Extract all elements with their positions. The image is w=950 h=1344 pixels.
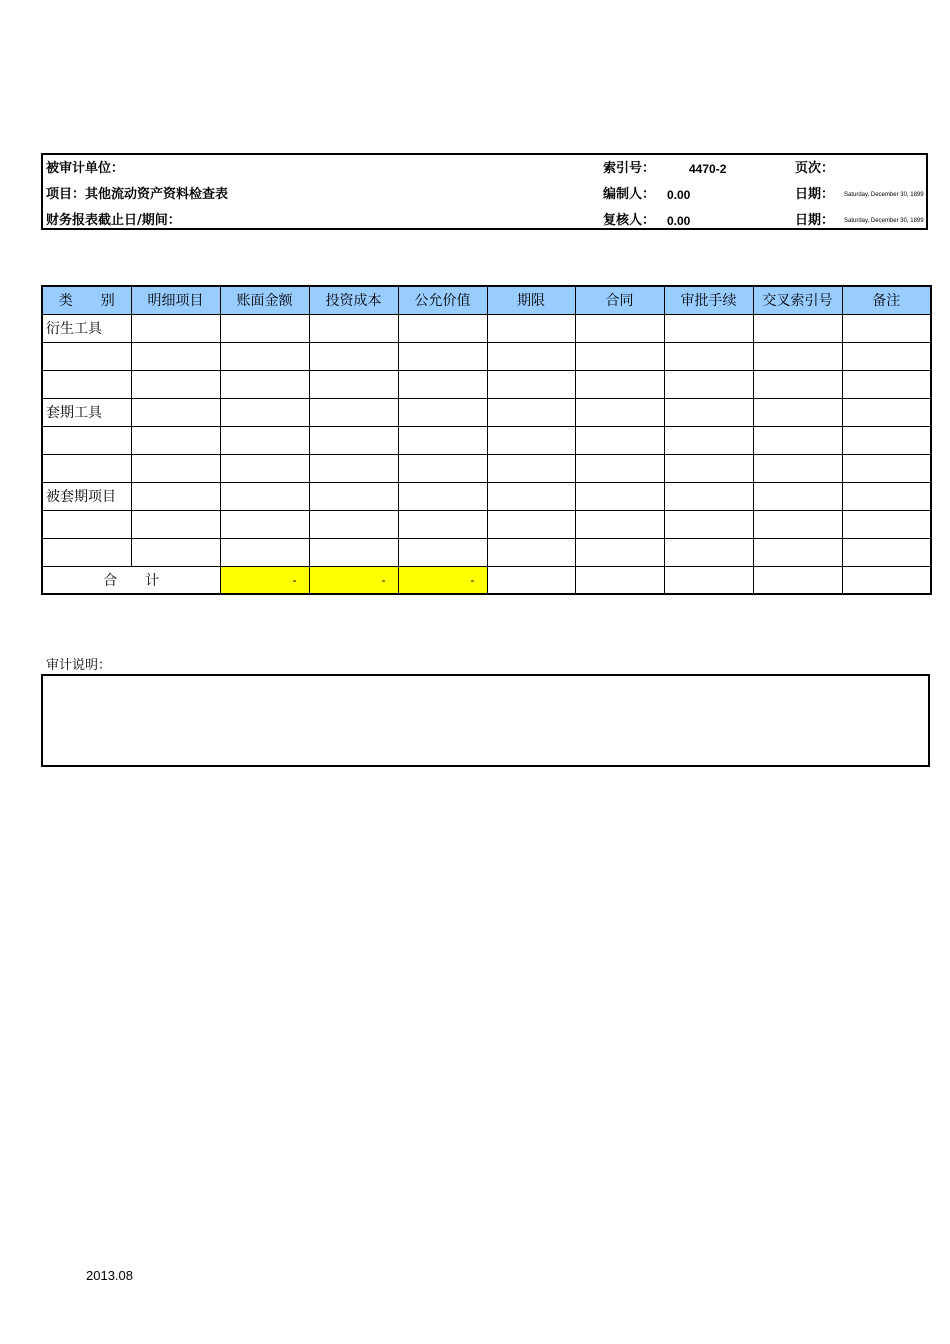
index-label: 索引号：	[603, 161, 656, 176]
table-cell[interactable]	[131, 510, 220, 538]
table-cell[interactable]	[398, 510, 487, 538]
col-category: 类 别	[42, 286, 131, 314]
col-term: 期限	[487, 286, 575, 314]
table-cell[interactable]	[42, 510, 131, 538]
table-cell[interactable]	[487, 342, 575, 370]
category-hedging-instruments: 套期工具	[42, 398, 131, 426]
table-cell[interactable]	[753, 398, 842, 426]
table-cell[interactable]	[42, 538, 131, 566]
table-cell[interactable]	[131, 342, 220, 370]
col-approval: 审批手续	[664, 286, 753, 314]
table-cell[interactable]	[575, 426, 664, 454]
table-cell[interactable]	[575, 398, 664, 426]
table-cell[interactable]	[664, 566, 753, 594]
table-cell[interactable]	[220, 314, 309, 342]
category-derivatives: 衍生工具	[42, 314, 131, 342]
index-value: 4470-2	[689, 162, 727, 176]
col-contract: 合同	[575, 286, 664, 314]
table-row	[42, 454, 931, 482]
preparer-label: 编制人：	[603, 187, 656, 202]
total-label: 合 计	[42, 566, 220, 594]
table-cell[interactable]	[753, 538, 842, 566]
table-cell[interactable]	[42, 342, 131, 370]
header-row-2	[43, 182, 926, 208]
table-cell[interactable]	[398, 370, 487, 398]
table-cell[interactable]	[842, 370, 931, 398]
table-cell[interactable]	[131, 538, 220, 566]
table-cell[interactable]	[220, 482, 309, 510]
table-header-row	[42, 286, 931, 314]
table-cell[interactable]	[220, 454, 309, 482]
table-cell[interactable]	[842, 426, 931, 454]
table-row	[42, 314, 931, 342]
table-cell[interactable]	[487, 538, 575, 566]
header-row-1	[43, 156, 926, 182]
period-label: 财务报表截止日/期间：	[46, 213, 181, 228]
table-cell[interactable]	[309, 454, 398, 482]
category-hedged-items: 被套期项目	[42, 482, 131, 510]
table-cell[interactable]	[487, 426, 575, 454]
table-cell[interactable]	[575, 370, 664, 398]
table-cell[interactable]	[575, 538, 664, 566]
table-cell[interactable]	[309, 426, 398, 454]
table-cell[interactable]	[487, 510, 575, 538]
table-cell[interactable]	[42, 370, 131, 398]
table-cell[interactable]	[398, 426, 487, 454]
table-cell[interactable]	[842, 342, 931, 370]
table-cell[interactable]	[131, 370, 220, 398]
table-cell[interactable]	[220, 426, 309, 454]
audited-unit-label: 被审计单位：	[46, 161, 125, 176]
table-cell[interactable]	[842, 510, 931, 538]
table-cell[interactable]	[398, 342, 487, 370]
table-cell[interactable]	[575, 566, 664, 594]
table-cell[interactable]	[131, 482, 220, 510]
table-cell[interactable]	[220, 538, 309, 566]
header-info-box	[41, 153, 928, 230]
table-cell[interactable]	[753, 566, 842, 594]
footer-version: 2013.08	[86, 1268, 133, 1283]
date-label-1: 日期：	[795, 187, 835, 202]
table-cell[interactable]	[753, 510, 842, 538]
table-cell[interactable]	[842, 398, 931, 426]
table-cell[interactable]	[309, 538, 398, 566]
table-cell[interactable]	[664, 454, 753, 482]
table-cell[interactable]	[309, 398, 398, 426]
reviewer-value: 0.00	[667, 214, 691, 228]
table-cell[interactable]	[398, 314, 487, 342]
table-cell[interactable]	[487, 314, 575, 342]
page-label: 页次：	[795, 161, 835, 176]
col-remarks: 备注	[842, 286, 931, 314]
table-cell[interactable]	[664, 314, 753, 342]
audit-notes-label: 审计说明：	[46, 658, 112, 673]
date-label-2: 日期：	[795, 213, 835, 228]
table-cell[interactable]	[753, 426, 842, 454]
table-cell[interactable]	[487, 482, 575, 510]
total-row	[42, 566, 931, 594]
table-cell[interactable]	[309, 342, 398, 370]
col-book-amount: 账面金额	[220, 286, 309, 314]
table-cell[interactable]	[487, 454, 575, 482]
col-fair-value: 公允价值	[398, 286, 487, 314]
table-cell[interactable]	[575, 510, 664, 538]
table-cell[interactable]	[131, 426, 220, 454]
table-cell[interactable]	[398, 454, 487, 482]
table-cell[interactable]	[575, 314, 664, 342]
date-value-1: Saturday, December 30, 1899	[844, 192, 924, 198]
table-cell[interactable]	[220, 510, 309, 538]
table-cell[interactable]	[131, 314, 220, 342]
table-cell[interactable]	[664, 482, 753, 510]
table-cell[interactable]	[220, 370, 309, 398]
table-cell[interactable]	[398, 482, 487, 510]
table-row	[42, 370, 931, 398]
total-investment-cost: -	[309, 566, 398, 594]
table-cell[interactable]	[398, 538, 487, 566]
total-fair-value: -	[398, 566, 487, 594]
table-cell[interactable]	[753, 314, 842, 342]
table-cell[interactable]	[309, 314, 398, 342]
table-cell[interactable]	[575, 454, 664, 482]
preparer-value: 0.00	[667, 188, 691, 202]
reviewer-label: 复核人：	[603, 213, 656, 228]
table-cell[interactable]	[398, 398, 487, 426]
table-cell[interactable]	[220, 342, 309, 370]
table-cell[interactable]	[753, 342, 842, 370]
table-cell[interactable]	[309, 510, 398, 538]
table-cell[interactable]	[753, 482, 842, 510]
table-cell[interactable]	[842, 482, 931, 510]
table-row	[42, 426, 931, 454]
table-cell[interactable]	[664, 510, 753, 538]
table-row	[42, 510, 931, 538]
table-cell[interactable]	[664, 370, 753, 398]
table-row	[42, 342, 931, 370]
project-label: 项目：其他流动资产资料检查表	[46, 187, 229, 202]
table-cell[interactable]	[664, 538, 753, 566]
table-cell[interactable]	[131, 454, 220, 482]
table-row	[42, 482, 931, 510]
table-cell[interactable]	[42, 454, 131, 482]
table-cell[interactable]	[842, 314, 931, 342]
inspection-table	[41, 285, 932, 595]
table-cell[interactable]	[842, 454, 931, 482]
table-row	[42, 538, 931, 566]
table-cell[interactable]	[42, 426, 131, 454]
col-detail-item: 明细项目	[131, 286, 220, 314]
table-cell[interactable]	[575, 342, 664, 370]
table-cell[interactable]	[487, 370, 575, 398]
header-row-3	[43, 208, 926, 234]
table-cell[interactable]	[753, 454, 842, 482]
table-cell[interactable]	[753, 370, 842, 398]
table-cell[interactable]	[309, 482, 398, 510]
table-cell[interactable]	[131, 398, 220, 426]
table-cell[interactable]	[309, 370, 398, 398]
total-book-amount: -	[220, 566, 309, 594]
table-row	[42, 398, 931, 426]
table-cell[interactable]	[842, 538, 931, 566]
table-cell[interactable]	[664, 426, 753, 454]
table-cell[interactable]	[220, 398, 309, 426]
audit-notes-box[interactable]	[41, 674, 930, 767]
table-cell[interactable]	[487, 566, 575, 594]
date-value-2: Saturday, December 30, 1899	[844, 218, 924, 224]
table-cell[interactable]	[842, 566, 931, 594]
col-investment-cost: 投资成本	[309, 286, 398, 314]
table-cell[interactable]	[575, 482, 664, 510]
table-cell[interactable]	[487, 398, 575, 426]
table-cell[interactable]	[664, 342, 753, 370]
table-cell[interactable]	[664, 398, 753, 426]
col-cross-index: 交叉索引号	[753, 286, 842, 314]
